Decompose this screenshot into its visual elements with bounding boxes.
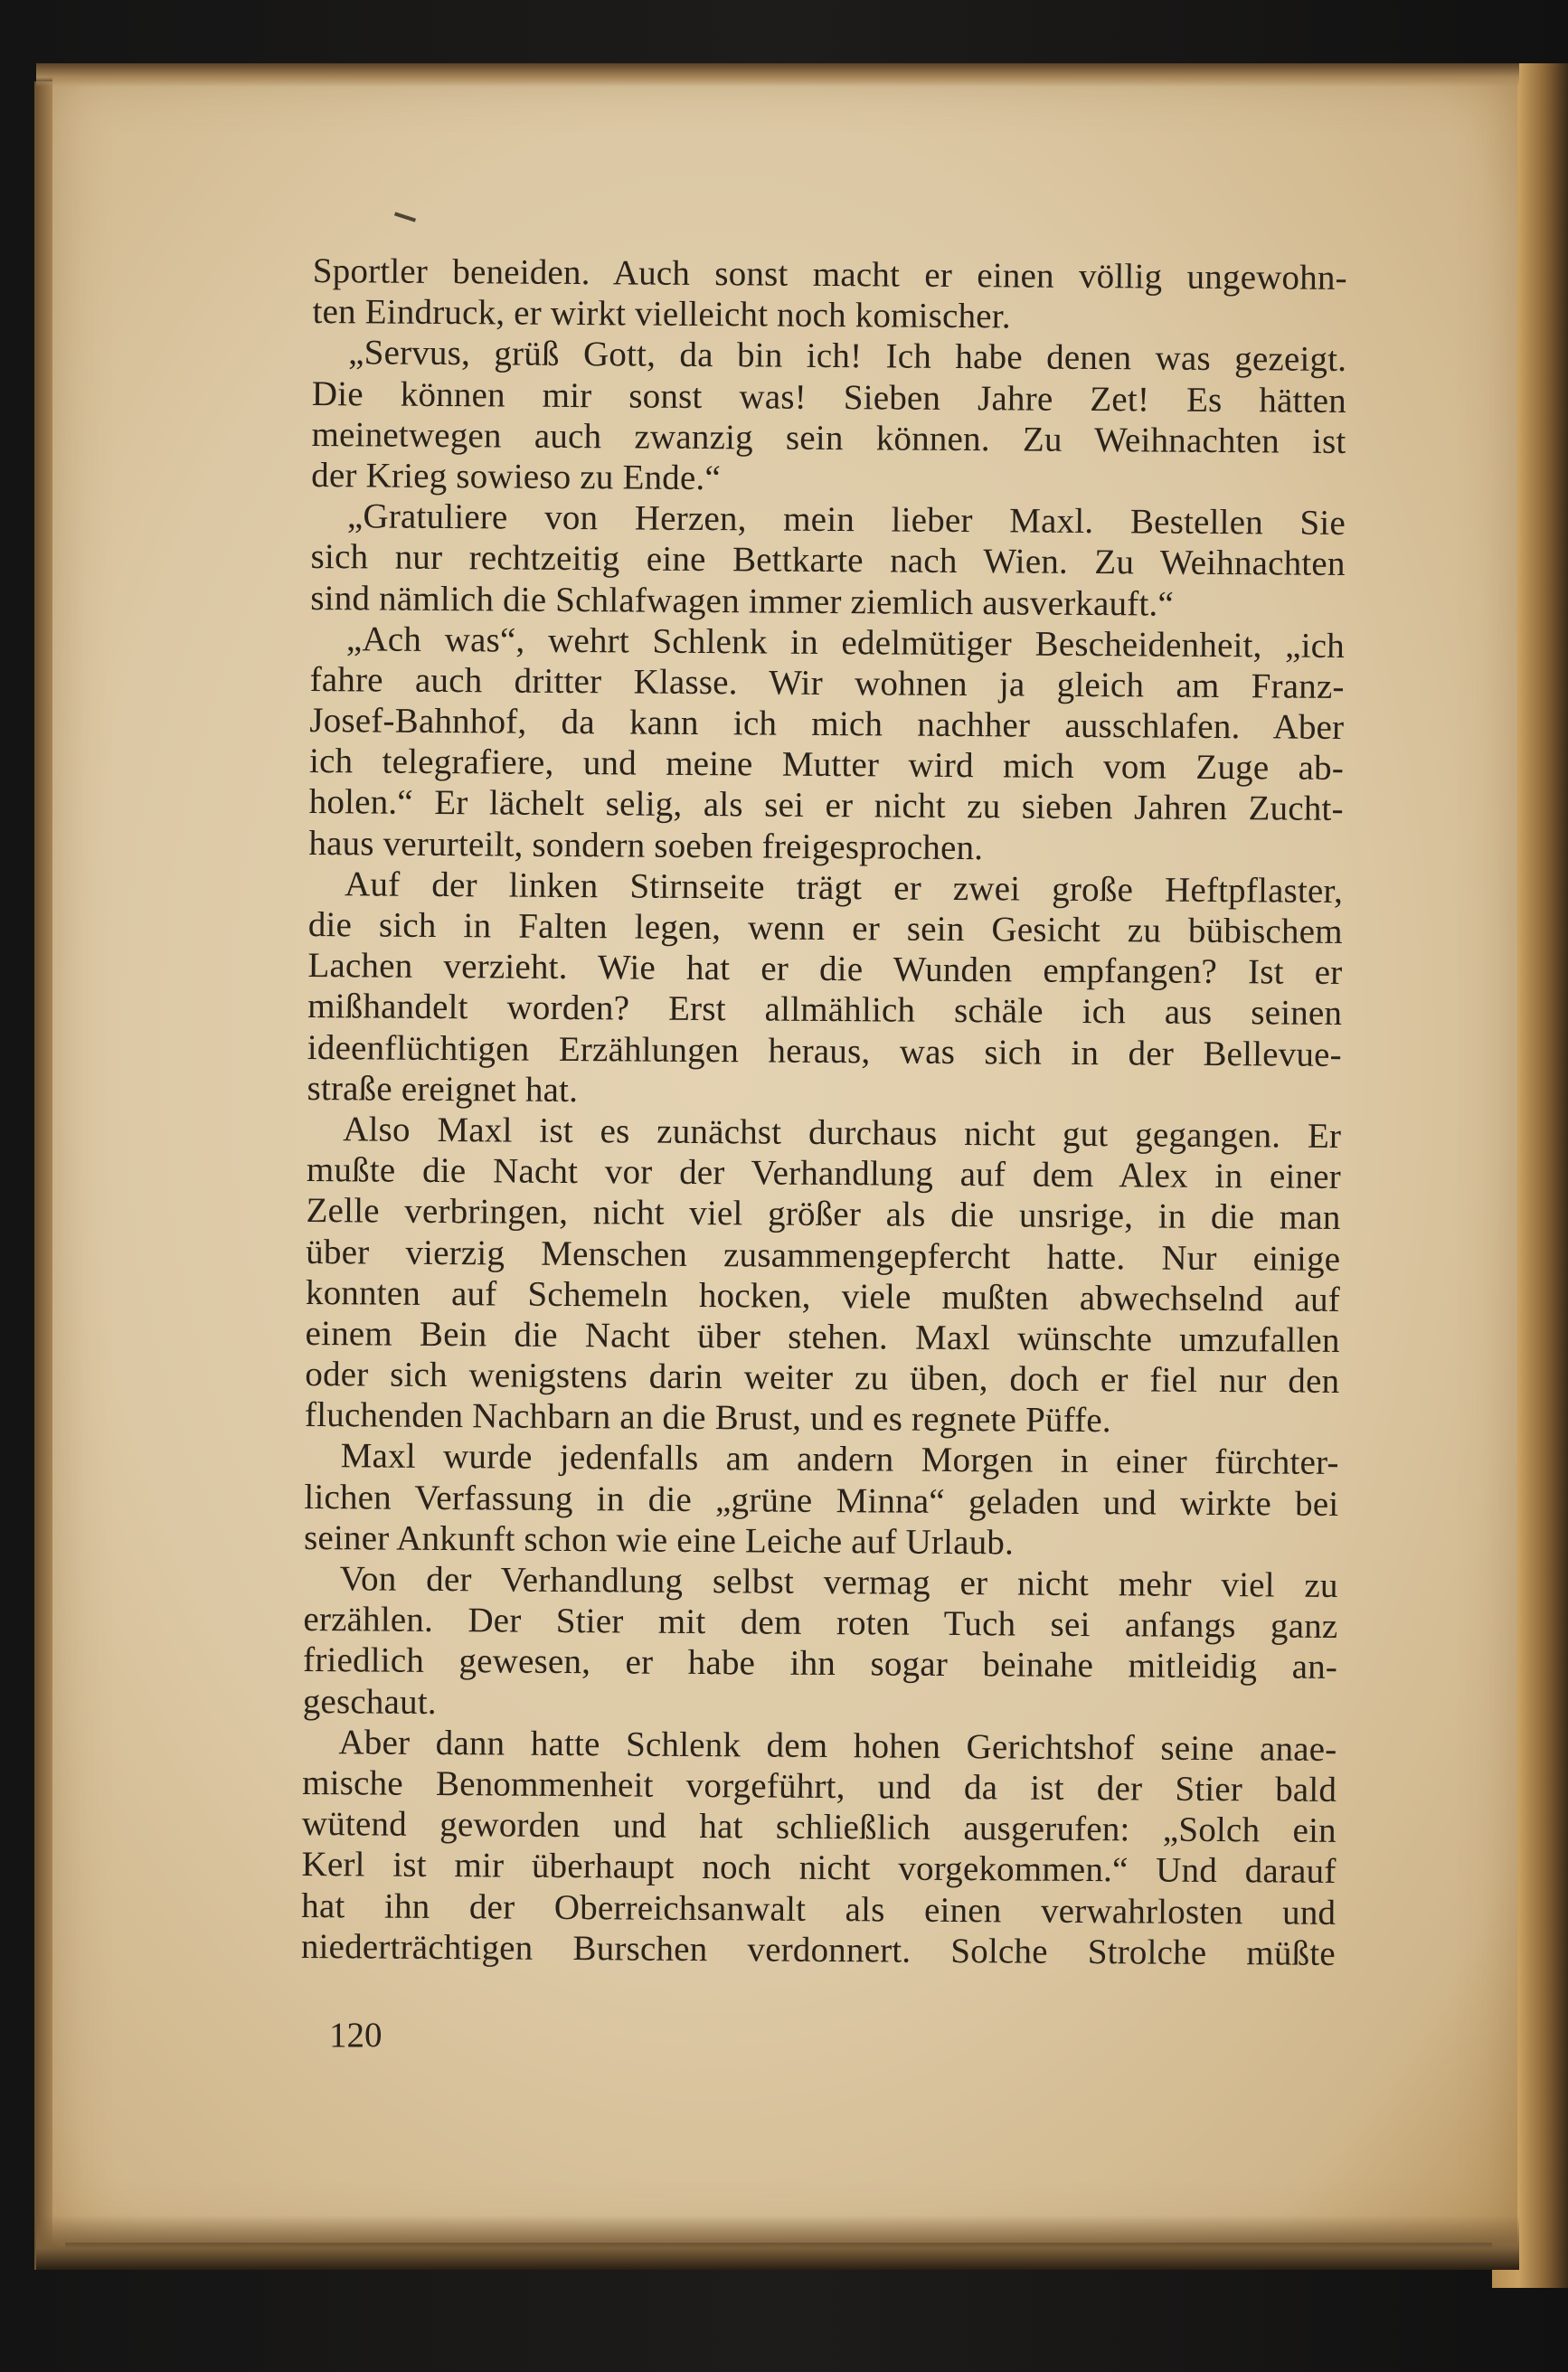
text-line: mische Benommenheit vorgeführt, und da ist der Stier bald [302, 1762, 1337, 1810]
text-line: ich telegrafiere, und meine Mutter wird mich vom Zuge ab- [308, 742, 1345, 789]
text-line: wütend geworden und hat schließlich ausgerufen: „Solch ein [301, 1804, 1337, 1851]
text-line: Josef-Bahnhof, da kann ich mich nachher ausschlafen. Aber [309, 701, 1345, 748]
text-line: „Gratuliere von Herzen, mein lieber Maxl. Bestellen Sie [346, 496, 1346, 543]
text-line: sich nur rechtzeitig eine Bettkarte nach Wien. Zu Weihnachten [310, 537, 1346, 584]
text-line: einem Bein die Nacht über stehen. Maxl wünschte umzufallen [305, 1313, 1340, 1360]
text-line: mußte die Nacht vor der Verhandlung auf dem Alex in einer [306, 1150, 1342, 1197]
text-line: geschaut. [302, 1681, 437, 1722]
text-line: „Ach was“, wehrt Schlenk in edelmütiger Bescheidenheit, „ich [345, 619, 1346, 666]
text-line: Auf der linken Stirnseite trägt er zwei große Heftpflaster, [344, 865, 1344, 911]
text-line: hat ihn der Oberreichsanwalt als einen verwahrlosten und [301, 1885, 1337, 1933]
text-line: friedlich gewesen, er habe ihn sogar beinahe mitleidig an- [302, 1640, 1338, 1687]
page-number: 120 [329, 2016, 383, 2055]
text-line: oder sich wenigstens darin weiter zu üben, doch er fiel nur den [305, 1355, 1340, 1402]
text-line: Kerl ist mir überhaupt noch nicht vorgekommen.“ Und darauf [301, 1845, 1337, 1892]
text-line: straße ereignet hat. [307, 1068, 579, 1110]
text-line: niederträchtigen Burschen verdonnert. Solche Strolche müßte [300, 1926, 1337, 1973]
body-text [301, 250, 1347, 1974]
text-line: Aber dann hatte Schlenk dem hohen Gerichtshof seine anae- [338, 1722, 1337, 1769]
text-line: mißhandelt worden? Erst allmählich schäle ich aus seinen [307, 987, 1343, 1034]
text-line: Sportler beneiden. Auch sonst macht er einen völlig ungewohn- [312, 250, 1347, 298]
text-line: Die können mir sonst was! Sieben Jahre Zet! Es hätten [311, 373, 1347, 421]
text-line: holen.“ Er lächelt selig, als sei er nicht zu sieben Jahren Zucht- [308, 782, 1344, 829]
text-line: über vierzig Menschen zusammengepfercht hatte. Nur einige [306, 1232, 1341, 1279]
text-line: Von der Verhandlung selbst vermag er nicht mehr viel zu [339, 1559, 1338, 1605]
text-line: die sich in Falten legen, wenn er sein Gesicht zu bübischem [307, 904, 1343, 951]
text-line: fahre auch dritter Klasse. Wir wohnen ja gleich am Franz- [309, 659, 1345, 706]
text-line: Also Maxl ist es zunächst durchaus nicht gut gegangen. Er [343, 1110, 1342, 1156]
text-line: Lachen verzieht. Wie hat er die Wunden empfangen? Ist er [307, 946, 1343, 993]
text-line: fluchenden Nachbarn an die Brust, und es regnete Püffe. [304, 1395, 1111, 1441]
text-line: erzählen. Der Stier mit dem roten Tuch sei anfangs ganz [303, 1600, 1338, 1647]
text-line: meinetwegen auch zwanzig sein können. Zu Weihnachten ist [311, 414, 1346, 461]
text-line: ideenflüchtigen Erzählungen heraus, was sich in der Bellevue- [307, 1027, 1342, 1074]
text-line: haus verurteilt, sondern soeben freigesprochen. [308, 823, 984, 867]
text-line: Zelle verbringen, nicht viel größer als die unsrige, in die man [306, 1191, 1341, 1238]
text-line: seiner Ankunft schon wie eine Leiche auf Urlaub. [303, 1517, 1015, 1563]
text-line: konnten auf Schemeln hocken, viele mußten abwechselnd auf [305, 1272, 1341, 1319]
top-page-edge [36, 63, 1519, 87]
text-line: Maxl wurde jedenfalls am andern Morgen in einer fürchter- [340, 1436, 1339, 1483]
text-line: lichen Verfassung in die „grüne Minna“ geladen und wirkte bei [304, 1477, 1339, 1524]
text-line: „Servus, grüß Gott, da bin ich! Ich habe denen was gezeigt. [348, 333, 1347, 380]
text-line: ten Eindruck, er wirkt vielleicht noch komischer. [312, 292, 1011, 336]
text-line: sind nämlich die Schlafwagen immer ziemlich ausverkauft.“ [310, 578, 1175, 624]
bottom-page-edge [36, 2216, 1519, 2270]
text-line: der Krieg sowieso zu Ende.“ [311, 455, 722, 498]
